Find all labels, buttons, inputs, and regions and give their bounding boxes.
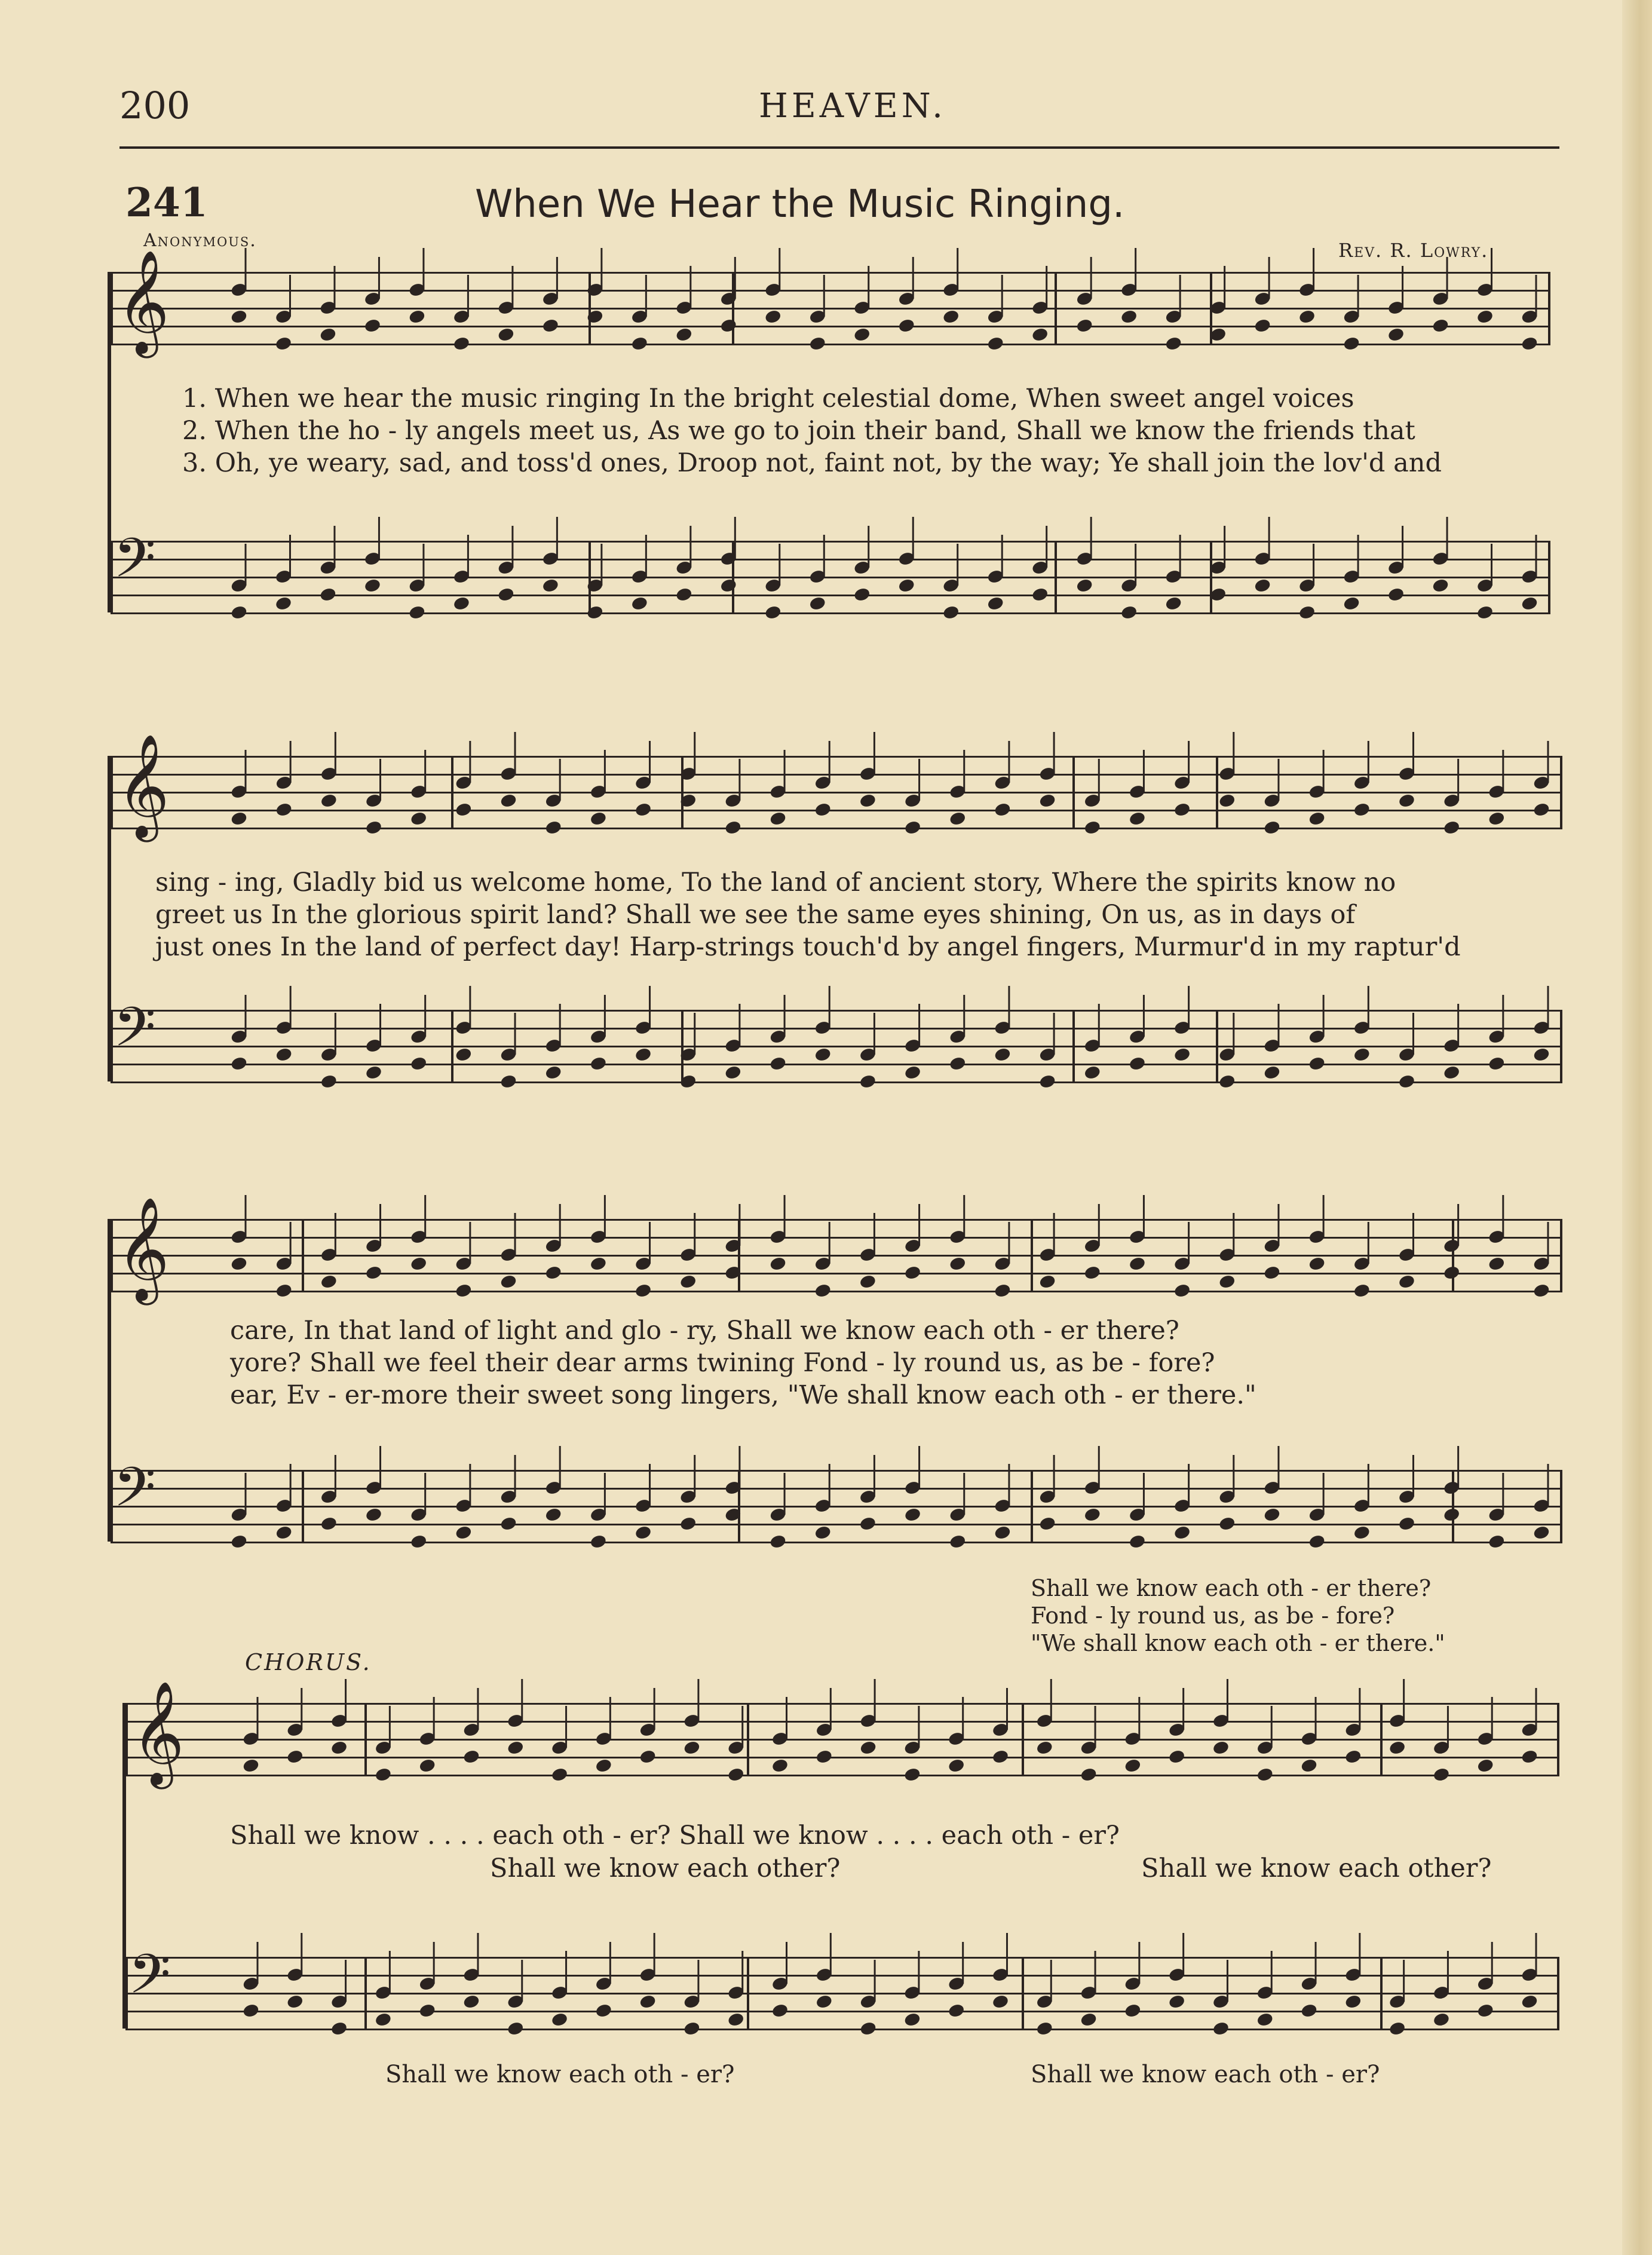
hymn-composer: Rev. R. Lowry.: [1338, 239, 1489, 262]
bass-lyrics: [1031, 1574, 1445, 1657]
chorus-lyric-main: Shall we know . . . . each oth - er? Shall we know . . . . each oth - er?: [230, 1821, 1120, 1850]
bass-staff: [111, 995, 1562, 1081]
system-3-lyrics: [230, 1315, 1256, 1411]
chorus-bass-right: Shall we know each oth - er?: [1031, 2061, 1380, 2088]
chorus-alto-right: Shall we know each other?: [1141, 1853, 1492, 1883]
verse-line: 3. Oh, ye weary, sad, and toss'd ones, Droop not, faint not, by the way; Ye shall join the lov'd and: [182, 448, 1442, 478]
system-1-lyrics: [182, 382, 1442, 479]
page-number: 200: [119, 84, 191, 127]
verse-line: greet us In the glorious spirit land? Shall we see the same eyes shining, On us, as in days of: [155, 900, 1356, 930]
bass-lyric-line: "We shall know each oth - er there.": [1031, 1630, 1445, 1656]
verse-line: care, In that land of light and glo - ry, Shall we know each oth - er there?: [230, 1316, 1179, 1346]
system-brace: [108, 756, 111, 1081]
verse-line: sing - ing, Gladly bid us welcome home, To the land of ancient story, Where the spirits know no: [155, 868, 1396, 897]
treble-staff: [111, 1197, 1562, 1301]
verse-line: ear, Ev - er-more their sweet song lingers, "We shall know each oth - er there.": [230, 1380, 1256, 1410]
treble-staff: [125, 1681, 1559, 1785]
verse-line: yore? Shall we feel their dear arms twining Fond - ly round us, as be - fore?: [230, 1348, 1215, 1378]
bass-clef-icon: 𝄢: [114, 526, 156, 603]
hymn-title: When We Hear the Music Ringing.: [475, 182, 1125, 226]
bass-staff: [125, 1943, 1559, 2029]
header-rule: [119, 146, 1559, 149]
verse-line: just ones In the land of perfect day! Harp-strings touch'd by angel fingers, Murmur'd in my raptur'd: [155, 932, 1461, 962]
chorus-label: CHORUS.: [245, 1649, 372, 1675]
treble-staff: [111, 734, 1562, 838]
chorus-lyrics: [230, 1819, 1120, 1852]
bass-clef-icon: 𝄢: [114, 1456, 156, 1532]
verse-line: 2. When the ho - ly angels meet us, As we go to join their band, Shall we know the friends that: [182, 416, 1415, 446]
treble-clef-icon: 𝄞: [117, 1197, 170, 1301]
chorus-alto-left: Shall we know each other?: [490, 1853, 841, 1883]
hymn-author: Anonymous.: [143, 230, 257, 251]
system-2-lyrics: [155, 866, 1461, 963]
bass-staff: [111, 526, 1550, 612]
verse-line: 1. When we hear the music ringing In the bright celestial dome, When sweet angel voices: [182, 384, 1354, 413]
bass-lyric-line: Fond - ly round us, as be - fore?: [1031, 1603, 1395, 1629]
treble-clef-icon: 𝄞: [117, 734, 170, 838]
system-brace: [108, 1219, 111, 1542]
bass-clef-icon: 𝄢: [128, 1943, 171, 2019]
chorus-bass-left: Shall we know each oth - er?: [385, 2061, 735, 2088]
system-brace: [108, 272, 111, 612]
bass-clef-icon: 𝄢: [114, 995, 156, 1072]
page-edge: [1622, 0, 1652, 2255]
bass-lyric-line: Shall we know each oth - er there?: [1031, 1575, 1432, 1601]
treble-clef-icon: 𝄞: [131, 1681, 185, 1785]
system-brace: [122, 1703, 126, 2029]
section-title: HEAVEN.: [759, 87, 946, 125]
bass-staff: [111, 1456, 1562, 1542]
treble-clef-icon: 𝄞: [117, 250, 170, 354]
hymn-number: 241: [125, 179, 208, 226]
